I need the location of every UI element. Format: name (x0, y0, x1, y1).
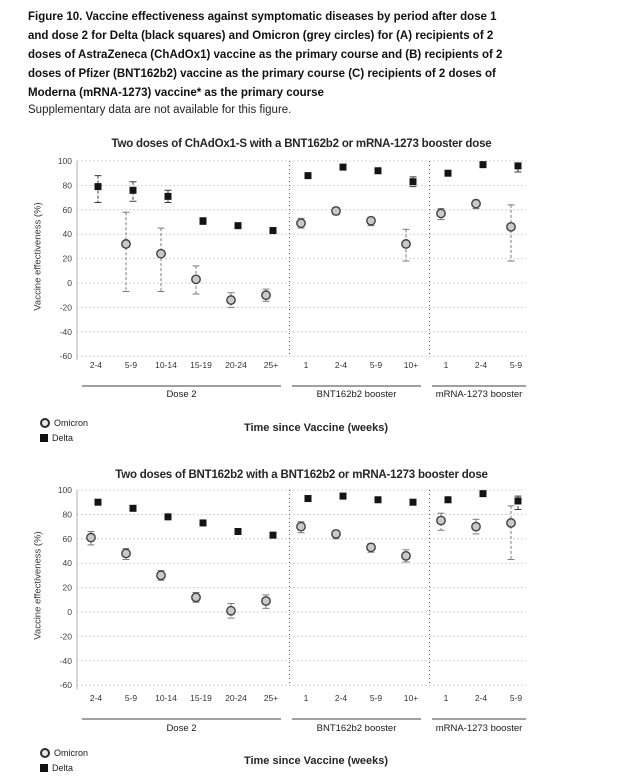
delta-point (95, 499, 102, 506)
omicron-point (192, 275, 200, 283)
omicron-point (507, 223, 515, 231)
y-tick-label: 80 (62, 509, 72, 520)
group-label: BNT162b2 booster (316, 389, 397, 400)
chart1-y-axis-label: Vaccine effectiveness (%) (32, 202, 44, 311)
omicron-point (507, 519, 515, 527)
x-tick-label: 2-4 (334, 360, 348, 370)
delta-point (305, 172, 312, 179)
x-tick-label: 2-4 (474, 360, 488, 370)
omicron-point (87, 533, 95, 541)
chart2-title: Two doses of BNT162b2 with a BNT162b2 or mRNA-1273 booster dose (115, 469, 488, 481)
omicron-point (262, 291, 270, 299)
delta-point (200, 519, 207, 526)
delta-point (340, 164, 347, 171)
delta-point (410, 499, 417, 506)
x-tick-label: 10+ (403, 693, 419, 703)
y-tick-label: -20 (59, 631, 72, 642)
delta-point (270, 532, 277, 539)
omicron-point (437, 209, 445, 217)
omicron-point (227, 296, 235, 304)
x-tick-label: 25+ (263, 360, 279, 370)
group-label: mRNA-1273 booster (435, 389, 523, 400)
omicron-point (367, 217, 375, 225)
delta-square-icon (40, 764, 48, 772)
x-tick-label: 5-9 (369, 360, 383, 370)
omicron-point (122, 240, 130, 248)
omicron-point (472, 200, 480, 208)
x-tick-label: 20-24 (225, 360, 247, 370)
y-tick-label: 100 (57, 485, 72, 495)
delta-point (515, 497, 522, 504)
y-tick-label: -60 (59, 351, 72, 362)
omicron-point (262, 597, 270, 605)
y-tick-label: 0 (67, 278, 72, 288)
chart2-y-axis-label: Vaccine effectiveness (%) (32, 531, 44, 640)
delta-point (480, 161, 487, 168)
x-tick-label: 5-9 (509, 693, 523, 703)
legend-label: Omicron (54, 417, 89, 428)
group-label: mRNA-1273 booster (435, 723, 523, 734)
x-tick-label: 2-4 (474, 693, 488, 703)
delta-square-icon (40, 434, 48, 442)
group-label: Dose 2 (166, 389, 197, 400)
y-tick-label: 80 (62, 180, 72, 191)
x-tick-label: 1 (443, 360, 449, 370)
omicron-point (437, 516, 445, 524)
chart1-title: Two doses of ChAdOx1-S with a BNT162b2 or mRNA-1273 booster dose (111, 138, 492, 150)
delta-point (130, 187, 137, 194)
delta-point (445, 496, 452, 503)
omicron-point (297, 219, 305, 227)
chart2-plot (0, 484, 620, 739)
omicron-point (332, 207, 340, 215)
omicron-point (227, 607, 235, 615)
x-tick-label: 5-9 (124, 360, 138, 370)
x-tick-label: 10+ (403, 360, 419, 370)
figure-caption-line: doses of Pfizer (BNT162b2) vaccine as the primary course (C) recipients of 2 doses of (28, 68, 496, 80)
delta-point (95, 183, 102, 190)
legend-label: Omicron (54, 747, 89, 758)
figure-caption-line: Figure 10. Vaccine effectiveness against symptomatic diseases by period after dose 1 (28, 11, 497, 23)
x-tick-label: 25+ (263, 693, 279, 703)
y-tick-label: -40 (59, 655, 72, 666)
x-tick-label: 5-9 (369, 693, 383, 703)
x-tick-label: 20-24 (225, 693, 247, 703)
figure-caption (28, 8, 614, 103)
y-tick-label: 60 (62, 533, 72, 544)
figure-caption-line: doses of AstraZeneca (ChAdOx1) vaccine as the primary course and (B) recipients of 2 (28, 49, 503, 61)
delta-point (165, 193, 172, 200)
x-tick-label: 15-19 (190, 360, 212, 370)
y-tick-label: 0 (67, 607, 72, 617)
chart1-x-axis-title: Time since Vaccine (weeks) (243, 422, 389, 434)
delta-point (270, 227, 277, 234)
omicron-point (367, 543, 375, 551)
omicron-point (157, 571, 165, 579)
y-tick-label: 20 (62, 253, 72, 264)
x-tick-label: 1 (443, 693, 449, 703)
x-tick-label: 1 (303, 693, 309, 703)
group-label: Dose 2 (166, 723, 197, 734)
x-tick-label: 2-4 (334, 693, 348, 703)
x-tick-label: 5-9 (509, 360, 523, 370)
delta-point (200, 217, 207, 224)
delta-point (130, 505, 137, 512)
y-tick-label: -20 (59, 302, 72, 313)
delta-point (305, 495, 312, 502)
delta-point (165, 513, 172, 520)
y-tick-label: 100 (57, 156, 72, 166)
y-tick-label: 40 (62, 558, 72, 569)
group-label: BNT162b2 booster (316, 723, 397, 734)
delta-point (235, 528, 242, 535)
x-tick-label: 15-19 (190, 693, 212, 703)
x-tick-label: 2-4 (89, 360, 103, 370)
delta-point (410, 178, 417, 185)
y-tick-label: 20 (62, 582, 72, 593)
omicron-point (297, 522, 305, 530)
legend-label: Delta (52, 432, 74, 443)
x-tick-label: 1 (303, 360, 309, 370)
y-tick-label: -40 (59, 326, 72, 337)
chart1-plot (0, 155, 620, 405)
delta-point (340, 493, 347, 500)
x-tick-label: 10-14 (155, 360, 177, 370)
delta-point (515, 162, 522, 169)
delta-point (480, 490, 487, 497)
delta-point (445, 170, 452, 177)
omicron-circle-icon (40, 748, 50, 758)
supplementary-note: Supplementary data are not available for this figure. (28, 104, 292, 116)
x-tick-label: 2-4 (89, 693, 103, 703)
omicron-point (332, 530, 340, 538)
y-tick-label: -60 (59, 680, 72, 691)
omicron-point (157, 250, 165, 258)
x-tick-label: 10-14 (155, 693, 177, 703)
omicron-point (402, 552, 410, 560)
omicron-circle-icon (40, 418, 50, 428)
omicron-point (472, 522, 480, 530)
figure-caption-line: Moderna (mRNA-1273) vaccine* as the primary course (28, 87, 324, 99)
x-tick-label: 5-9 (124, 693, 138, 703)
figure-caption-line: and dose 2 for Delta (black squares) and Omicron (grey circles) for (A) recipients of 2 (28, 30, 494, 42)
chart2-x-axis-title: Time since Vaccine (weeks) (243, 755, 389, 767)
delta-point (235, 222, 242, 229)
omicron-point (122, 549, 130, 557)
omicron-point (192, 593, 200, 601)
omicron-point (402, 240, 410, 248)
y-tick-label: 60 (62, 204, 72, 215)
y-tick-label: 40 (62, 229, 72, 240)
delta-point (375, 496, 382, 503)
delta-point (375, 167, 382, 174)
legend-label: Delta (52, 762, 74, 773)
